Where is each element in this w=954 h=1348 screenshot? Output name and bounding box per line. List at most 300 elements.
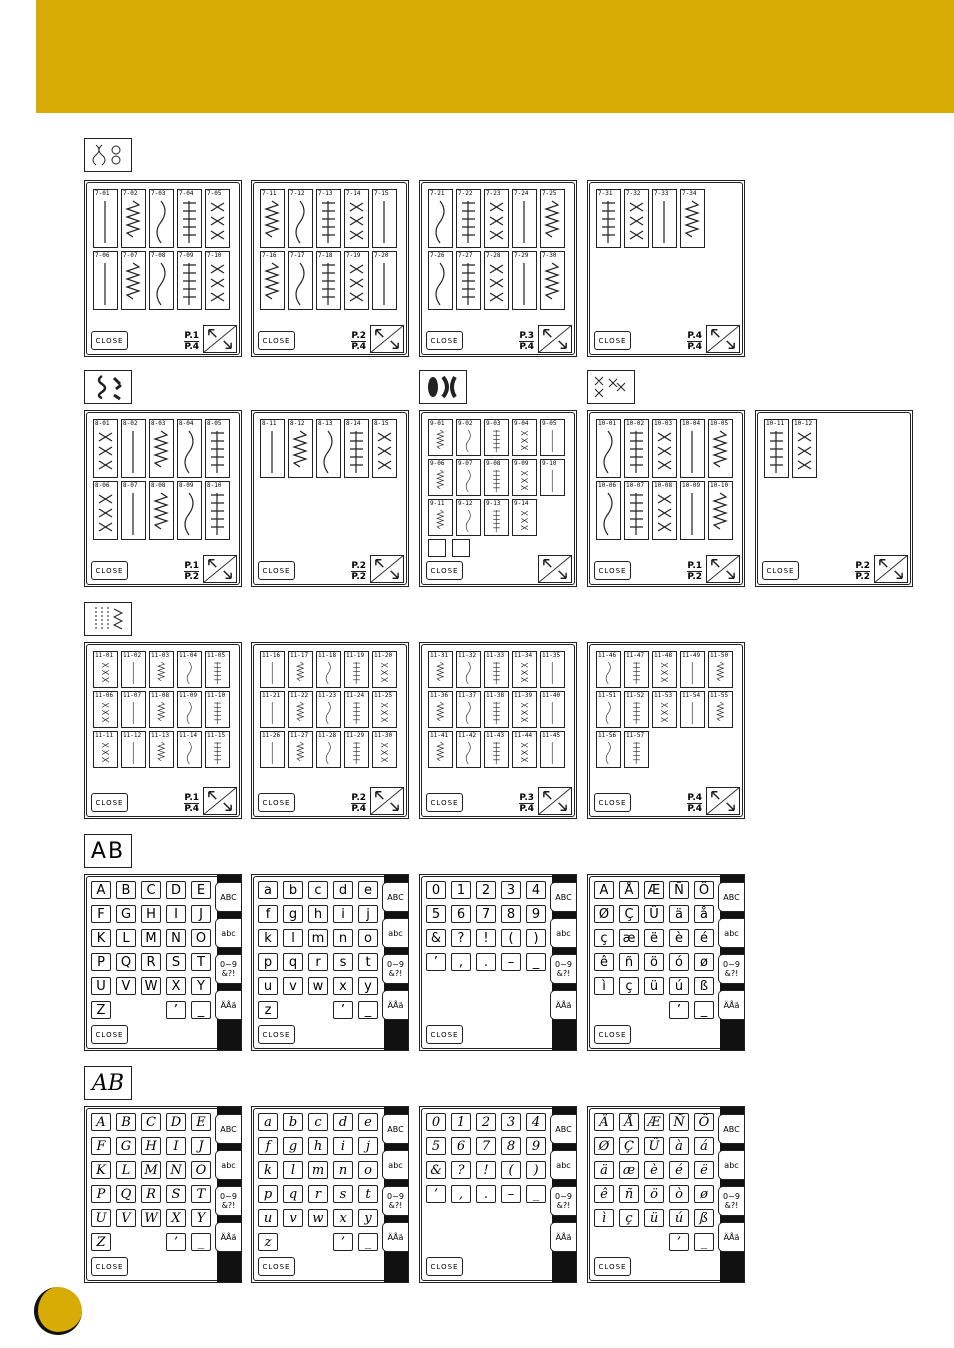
character-key[interactable]: d (333, 881, 353, 899)
stitch-pattern-button[interactable] (260, 189, 285, 248)
stitch-pattern-button[interactable] (121, 731, 146, 768)
stitch-pattern-button[interactable] (456, 691, 481, 728)
character-key[interactable]: _ (694, 1001, 714, 1019)
character-key[interactable]: p (258, 1185, 278, 1203)
stitch-pattern-button[interactable] (680, 651, 705, 688)
character-key[interactable]: a (258, 881, 278, 899)
stitch-pattern-button[interactable] (344, 651, 369, 688)
stitch-pattern-button[interactable] (344, 251, 369, 310)
character-key[interactable]: k (258, 1161, 278, 1179)
tab-3[interactable]: ÄÅä (215, 1222, 241, 1252)
character-key[interactable]: , (451, 953, 471, 971)
character-key[interactable]: ? (451, 1161, 471, 1179)
tab-0[interactable]: ABC (382, 882, 408, 912)
character-key[interactable]: Q (116, 1185, 136, 1203)
character-key[interactable]: N (166, 1161, 186, 1179)
stitch-pattern-button[interactable] (121, 189, 146, 248)
character-key[interactable]: r (308, 1185, 328, 1203)
stitch-pattern-button[interactable] (177, 189, 202, 248)
character-key[interactable]: Ä (594, 1113, 614, 1131)
character-key[interactable]: Ü (644, 1137, 664, 1155)
character-key[interactable]: ì (594, 1209, 614, 1227)
stitch-pattern-button[interactable] (149, 251, 174, 310)
character-key[interactable]: Ñ (669, 1113, 689, 1131)
stitch-pattern-button[interactable] (484, 189, 509, 248)
stitch-pattern-button[interactable] (428, 651, 453, 688)
stitch-pattern-button[interactable] (149, 481, 174, 540)
character-key[interactable]: ò (669, 1185, 689, 1203)
stitch-pattern-button[interactable] (121, 651, 146, 688)
character-key[interactable]: ü (644, 1209, 664, 1227)
stitch-pattern-button[interactable] (260, 251, 285, 310)
page-nav-button[interactable] (538, 787, 572, 815)
character-key[interactable]: i (333, 905, 353, 923)
stitch-pattern-button[interactable] (484, 691, 509, 728)
close-button[interactable]: CLOSE (426, 793, 463, 812)
stitch-pattern-button[interactable] (456, 499, 481, 536)
close-button[interactable]: CLOSE (594, 561, 631, 580)
character-key[interactable]: ç (619, 1209, 639, 1227)
close-button[interactable]: CLOSE (762, 561, 799, 580)
stitch-pattern-button[interactable] (316, 651, 341, 688)
character-key[interactable]: Ø (594, 905, 614, 923)
stitch-pattern-button[interactable] (177, 481, 202, 540)
character-key[interactable]: F (91, 905, 111, 923)
script-letter-icon[interactable]: AB (84, 1066, 132, 1100)
character-key[interactable]: Ç (619, 905, 639, 923)
stitch-pattern-button[interactable] (708, 651, 733, 688)
character-key[interactable]: w (308, 977, 328, 995)
character-key[interactable]: ’ (333, 1233, 353, 1251)
stitch-pattern-button[interactable] (624, 651, 649, 688)
character-key[interactable]: Å (619, 881, 639, 899)
character-key[interactable]: ú (669, 1209, 689, 1227)
stitch-pattern-button[interactable] (372, 419, 397, 478)
character-key[interactable]: j (358, 905, 378, 923)
character-key[interactable]: Æ (644, 881, 664, 899)
stitch-pattern-button[interactable] (372, 251, 397, 310)
stitch-pattern-button[interactable] (344, 419, 369, 478)
stitch-pattern-button[interactable] (540, 419, 565, 456)
stitch-pattern-button[interactable] (680, 481, 705, 540)
stitch-pattern-button[interactable] (512, 189, 537, 248)
character-key[interactable]: Y (191, 977, 211, 995)
character-key[interactable]: ß (694, 977, 714, 995)
page-nav-button[interactable] (203, 555, 237, 583)
character-key[interactable]: U (91, 1209, 111, 1227)
page-nav-button[interactable] (706, 555, 740, 583)
character-key[interactable]: _ (191, 1233, 211, 1251)
character-key[interactable]: æ (619, 1161, 639, 1179)
stitch-pattern-button[interactable] (652, 691, 677, 728)
tab-1[interactable]: abc (550, 918, 576, 948)
stitch-pattern-button[interactable] (456, 731, 481, 768)
stitch-pattern-button[interactable] (93, 731, 118, 768)
satin-fill-icon[interactable] (419, 370, 467, 404)
stitch-pattern-button[interactable] (177, 251, 202, 310)
stitch-pattern-button[interactable] (456, 251, 481, 310)
character-key[interactable]: _ (358, 1001, 378, 1019)
stitch-pattern-button[interactable] (288, 691, 313, 728)
character-key[interactable]: F (91, 1137, 111, 1155)
character-key[interactable]: è (644, 1161, 664, 1179)
stitch-pattern-button[interactable] (288, 419, 313, 478)
close-button[interactable]: CLOSE (594, 793, 631, 812)
character-key[interactable]: ú (669, 977, 689, 995)
stitch-pattern-button[interactable] (708, 419, 733, 478)
character-key[interactable]: é (694, 929, 714, 947)
stitch-pattern-button[interactable] (93, 651, 118, 688)
stitch-pattern-button[interactable] (484, 651, 509, 688)
tab-3[interactable]: ÄÅä (382, 1222, 408, 1252)
character-key[interactable]: X (166, 977, 186, 995)
character-key[interactable]: Y (191, 1209, 211, 1227)
character-key[interactable]: z (258, 1233, 278, 1251)
stitch-pattern-button[interactable] (344, 691, 369, 728)
close-button[interactable]: CLOSE (258, 1257, 295, 1276)
character-key[interactable]: 3 (501, 1113, 521, 1131)
character-key[interactable]: ñ (619, 1185, 639, 1203)
character-key[interactable]: _ (191, 1001, 211, 1019)
character-key[interactable]: V (116, 1209, 136, 1227)
character-key[interactable]: 0 (426, 1113, 446, 1131)
close-button[interactable]: CLOSE (91, 1025, 128, 1044)
stitch-pattern-button[interactable] (484, 499, 509, 536)
character-key[interactable]: ! (476, 1161, 496, 1179)
stitch-pattern-button[interactable] (596, 419, 621, 478)
character-key[interactable]: 5 (426, 905, 446, 923)
character-key[interactable]: s (333, 1185, 353, 1203)
tab-0[interactable]: ABC (718, 882, 744, 912)
character-key[interactable]: , (451, 1185, 471, 1203)
character-key[interactable]: W (141, 1209, 161, 1227)
stitch-pattern-button[interactable] (456, 189, 481, 248)
character-key[interactable]: c (308, 881, 328, 899)
stitch-pattern-button[interactable] (260, 651, 285, 688)
character-key[interactable]: C (141, 881, 161, 899)
close-button[interactable]: CLOSE (91, 331, 128, 350)
character-key[interactable]: s (333, 953, 353, 971)
stitch-pattern-button[interactable] (316, 251, 341, 310)
character-key[interactable]: m (308, 929, 328, 947)
character-key[interactable]: m (308, 1161, 328, 1179)
character-key[interactable]: A (91, 881, 111, 899)
character-key[interactable]: r (308, 953, 328, 971)
tab-3[interactable]: ÄÅä (718, 1222, 744, 1252)
stitch-pattern-button[interactable] (428, 691, 453, 728)
character-key[interactable]: u (258, 977, 278, 995)
close-button[interactable]: CLOSE (426, 1025, 463, 1044)
stitch-pattern-button[interactable] (149, 419, 174, 478)
stitch-pattern-button[interactable] (484, 731, 509, 768)
tab-3[interactable]: ÄÅä (718, 990, 744, 1020)
stitch-pattern-button[interactable] (205, 651, 230, 688)
character-key[interactable]: h (308, 1137, 328, 1155)
character-key[interactable]: e (358, 1113, 378, 1131)
stitch-pattern-button[interactable] (372, 651, 397, 688)
character-key[interactable]: . (476, 953, 496, 971)
stitch-pattern-button[interactable] (512, 651, 537, 688)
stitch-pattern-button[interactable] (260, 691, 285, 728)
stitch-pattern-button[interactable] (288, 731, 313, 768)
character-key[interactable]: – (501, 953, 521, 971)
character-key[interactable]: ’ (426, 1185, 446, 1203)
character-key[interactable]: 4 (526, 1113, 546, 1131)
stitch-pattern-button[interactable] (344, 731, 369, 768)
stitch-pattern-button[interactable] (484, 459, 509, 496)
page-nav-button[interactable] (370, 555, 404, 583)
stitch-pattern-button[interactable] (596, 481, 621, 540)
character-key[interactable]: 4 (526, 881, 546, 899)
character-key[interactable]: M (141, 1161, 161, 1179)
tab-0[interactable]: ABC (215, 882, 241, 912)
tab-2[interactable]: 0~9 &?! (382, 954, 408, 984)
stitch-pattern-button[interactable] (708, 481, 733, 540)
character-key[interactable]: v (283, 977, 303, 995)
stitch-pattern-button[interactable] (93, 481, 118, 540)
character-key[interactable]: B (116, 1113, 136, 1131)
stitch-pattern-button[interactable] (624, 731, 649, 768)
character-key[interactable]: 3 (501, 881, 521, 899)
character-key[interactable]: B (116, 881, 136, 899)
tab-0[interactable]: ABC (550, 1114, 576, 1144)
tab-3[interactable]: ÄÅä (382, 990, 408, 1020)
tab-0[interactable]: ABC (382, 1114, 408, 1144)
stitch-pattern-button[interactable] (652, 481, 677, 540)
close-button[interactable]: CLOSE (594, 1025, 631, 1044)
character-key[interactable]: . (476, 1185, 496, 1203)
stitch-pattern-button[interactable] (512, 499, 537, 536)
character-key[interactable]: _ (526, 953, 546, 971)
character-key[interactable]: Ç (619, 1137, 639, 1155)
stitch-pattern-button[interactable] (316, 731, 341, 768)
stitch-pattern-button[interactable] (680, 691, 705, 728)
character-key[interactable]: K (91, 1161, 111, 1179)
stitch-pattern-button[interactable] (596, 189, 621, 248)
character-key[interactable]: J (191, 905, 211, 923)
character-key[interactable]: q (283, 1185, 303, 1203)
character-key[interactable]: G (116, 1137, 136, 1155)
stitch-pattern-button[interactable] (372, 691, 397, 728)
character-key[interactable]: _ (358, 1233, 378, 1251)
stitch-pattern-button[interactable] (177, 651, 202, 688)
character-key[interactable]: ) (526, 1161, 546, 1179)
character-key[interactable]: à (669, 1137, 689, 1155)
character-key[interactable]: D (166, 881, 186, 899)
character-key[interactable]: b (283, 881, 303, 899)
character-key[interactable]: S (166, 953, 186, 971)
stitch-pattern-button[interactable] (540, 731, 565, 768)
character-key[interactable]: ç (619, 977, 639, 995)
page-nav-button[interactable] (538, 555, 572, 583)
character-key[interactable]: é (669, 1161, 689, 1179)
page-nav-button[interactable] (706, 787, 740, 815)
tab-3[interactable]: ÄÅä (550, 1222, 576, 1252)
character-key[interactable]: a (258, 1113, 278, 1131)
stitch-pattern-button[interactable] (205, 731, 230, 768)
stitch-pattern-button[interactable] (177, 731, 202, 768)
pattern-mode-button[interactable] (452, 539, 470, 557)
character-key[interactable]: è (669, 929, 689, 947)
stitch-pattern-button[interactable] (428, 459, 453, 496)
stitch-pattern-button[interactable] (205, 251, 230, 310)
character-key[interactable]: 8 (501, 905, 521, 923)
stitch-pattern-button[interactable] (540, 189, 565, 248)
stitch-pattern-button[interactable] (428, 731, 453, 768)
stitch-pattern-button[interactable] (428, 419, 453, 456)
stitch-pattern-button[interactable] (372, 189, 397, 248)
stitch-pattern-button[interactable] (428, 499, 453, 536)
character-key[interactable]: A (594, 881, 614, 899)
decorative-stitch-icon[interactable] (84, 138, 132, 172)
stitch-pattern-button[interactable] (177, 419, 202, 478)
character-key[interactable]: E (191, 881, 211, 899)
character-key[interactable]: t (358, 953, 378, 971)
close-button[interactable]: CLOSE (594, 331, 631, 350)
character-key[interactable]: i (333, 1137, 353, 1155)
character-key[interactable]: c (308, 1113, 328, 1131)
character-key[interactable]: ä (669, 905, 689, 923)
stitch-pattern-button[interactable] (456, 651, 481, 688)
stitch-pattern-button[interactable] (512, 691, 537, 728)
close-button[interactable]: CLOSE (258, 793, 295, 812)
character-key[interactable]: & (426, 1161, 446, 1179)
stitch-pattern-button[interactable] (512, 459, 537, 496)
character-key[interactable]: w (308, 1209, 328, 1227)
tab-2[interactable]: 0~9 &?! (550, 954, 576, 984)
stitch-pattern-button[interactable] (652, 189, 677, 248)
character-key[interactable]: ß (694, 1209, 714, 1227)
character-key[interactable]: g (283, 905, 303, 923)
tab-0[interactable]: ABC (215, 1114, 241, 1144)
close-button[interactable]: CLOSE (258, 1025, 295, 1044)
character-key[interactable]: 8 (501, 1137, 521, 1155)
cross-stitch-icon[interactable] (587, 370, 635, 404)
character-key[interactable]: Ü (644, 905, 664, 923)
character-key[interactable]: Q (116, 953, 136, 971)
character-key[interactable]: U (91, 977, 111, 995)
character-key[interactable]: y (358, 1209, 378, 1227)
character-key[interactable]: 7 (476, 1137, 496, 1155)
stitch-pattern-button[interactable] (680, 419, 705, 478)
stitch-pattern-button[interactable] (680, 189, 705, 248)
tab-1[interactable]: abc (382, 918, 408, 948)
character-key[interactable]: ) (526, 929, 546, 947)
character-key[interactable]: P (91, 1185, 111, 1203)
character-key[interactable]: O (191, 1161, 211, 1179)
character-key[interactable]: ë (644, 929, 664, 947)
stitch-pattern-button[interactable] (512, 419, 537, 456)
character-key[interactable]: t (358, 1185, 378, 1203)
page-nav-button[interactable] (203, 325, 237, 353)
close-button[interactable]: CLOSE (594, 1257, 631, 1276)
character-key[interactable]: ó (669, 953, 689, 971)
stitch-pattern-button[interactable] (316, 691, 341, 728)
stitch-pattern-button[interactable] (205, 419, 230, 478)
character-key[interactable]: v (283, 1209, 303, 1227)
stitch-pattern-button[interactable] (205, 189, 230, 248)
character-key[interactable]: X (166, 1209, 186, 1227)
character-key[interactable]: b (283, 1113, 303, 1131)
character-key[interactable]: ñ (619, 953, 639, 971)
stitch-pattern-button[interactable] (260, 419, 285, 478)
character-key[interactable]: x (333, 1209, 353, 1227)
character-key[interactable]: E (191, 1113, 211, 1131)
character-key[interactable]: q (283, 953, 303, 971)
character-key[interactable]: ( (501, 1161, 521, 1179)
stitch-pattern-button[interactable] (288, 251, 313, 310)
character-key[interactable]: f (258, 905, 278, 923)
stitch-pattern-button[interactable] (177, 691, 202, 728)
page-nav-button[interactable] (538, 325, 572, 353)
character-key[interactable]: R (141, 953, 161, 971)
character-key[interactable]: ! (476, 929, 496, 947)
character-key[interactable]: 9 (526, 1137, 546, 1155)
stitch-pattern-button[interactable] (372, 731, 397, 768)
character-key[interactable]: g (283, 1137, 303, 1155)
character-key[interactable]: G (116, 905, 136, 923)
stitch-pattern-button[interactable] (596, 731, 621, 768)
stitch-pattern-button[interactable] (288, 189, 313, 248)
tab-1[interactable]: abc (550, 1150, 576, 1180)
character-key[interactable]: n (333, 1161, 353, 1179)
character-key[interactable]: h (308, 905, 328, 923)
character-key[interactable]: ’ (166, 1233, 186, 1251)
stitch-pattern-button[interactable] (93, 251, 118, 310)
character-key[interactable]: – (501, 1185, 521, 1203)
tab-1[interactable]: abc (215, 1150, 241, 1180)
stitch-pattern-button[interactable] (205, 691, 230, 728)
character-key[interactable]: J (191, 1137, 211, 1155)
character-key[interactable]: f (258, 1137, 278, 1155)
stitch-pattern-button[interactable] (512, 251, 537, 310)
character-key[interactable]: 2 (476, 1113, 496, 1131)
stitch-pattern-button[interactable] (596, 691, 621, 728)
character-key[interactable]: R (141, 1185, 161, 1203)
stitch-pattern-button[interactable] (624, 691, 649, 728)
tab-2[interactable]: 0~9 &?! (382, 1186, 408, 1216)
stitch-pattern-button[interactable] (205, 481, 230, 540)
page-nav-button[interactable] (706, 325, 740, 353)
stitch-pattern-button[interactable] (121, 251, 146, 310)
tab-1[interactable]: abc (718, 1150, 744, 1180)
character-key[interactable]: o (358, 929, 378, 947)
tab-1[interactable]: abc (718, 918, 744, 948)
stitch-pattern-button[interactable] (149, 731, 174, 768)
tab-2[interactable]: 0~9 &?! (215, 1186, 241, 1216)
character-key[interactable]: 1 (451, 881, 471, 899)
close-button[interactable]: CLOSE (426, 561, 463, 580)
stitch-pattern-button[interactable] (288, 651, 313, 688)
character-key[interactable]: L (116, 929, 136, 947)
character-key[interactable]: Å (619, 1113, 639, 1131)
tab-3[interactable]: ÄÅä (550, 990, 576, 1020)
character-key[interactable]: ö (644, 1185, 664, 1203)
close-button[interactable]: CLOSE (426, 1257, 463, 1276)
character-key[interactable]: d (333, 1113, 353, 1131)
stitch-pattern-button[interactable] (792, 419, 817, 478)
character-key[interactable]: k (258, 929, 278, 947)
character-key[interactable]: ì (594, 977, 614, 995)
stitch-pattern-button[interactable] (484, 419, 509, 456)
character-key[interactable]: S (166, 1185, 186, 1203)
character-key[interactable]: Ö (694, 1113, 714, 1131)
character-key[interactable]: ( (501, 929, 521, 947)
character-key[interactable]: ’ (669, 1001, 689, 1019)
stitch-pattern-button[interactable] (540, 459, 565, 496)
character-key[interactable]: ç (594, 929, 614, 947)
character-key[interactable]: D (166, 1113, 186, 1131)
